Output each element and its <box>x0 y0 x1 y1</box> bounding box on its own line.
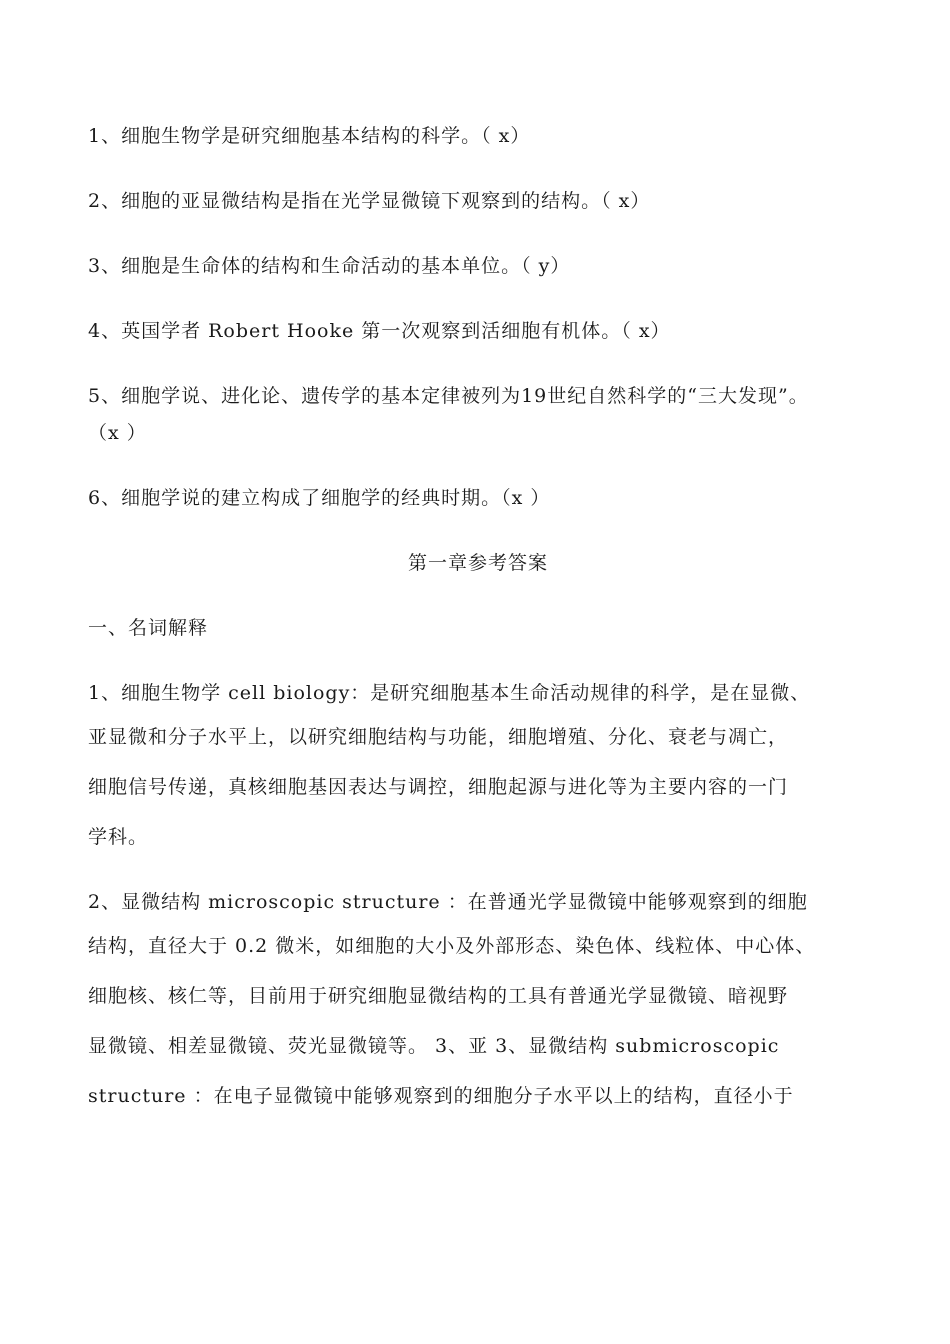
definition-microscopic-structure <box>88 884 868 1121</box>
question-1: 1、细胞生物学是研究细胞基本结构的科学。（ x） <box>88 125 531 147</box>
question-3: 3、细胞是生命体的结构和生命活动的基本单位。（ y） <box>88 255 571 277</box>
definition-line: 结构，直径大于 0.2 微米，如细胞的大小及外部形态、染色体、线粒体、中心体、 <box>88 935 816 957</box>
question-4: 4、英国学者 Robert Hooke 第一次观察到活细胞有机体。（ x） <box>88 320 671 342</box>
question-6: 6、细胞学说的建立构成了细胞学的经典时期。（x ） <box>88 487 551 509</box>
definition-cell-biology <box>88 675 868 862</box>
chapter-heading: 第一章参考答案 <box>407 552 548 574</box>
question-2: 2、细胞的亚显微结构是指在光学显微镜下观察到的结构。（ x） <box>88 190 651 212</box>
question-5: 5、细胞学说、进化论、遗传学的基本定律被列为19世纪自然科学的“三大发现”。 <box>88 385 809 407</box>
definition-line: structure ：在电子显微镜中能够观察到的细胞分子水平以上的结构，直径小于 <box>88 1085 794 1107</box>
question-5-answer: （x ） <box>88 422 147 444</box>
definition-line: 细胞核、核仁等，目前用于研究细胞显微结构的工具有普通光学显微镜、暗视野 <box>88 985 789 1007</box>
section-heading: 一、名词解释 <box>88 617 209 639</box>
definition-line: 2、显微结构 microscopic structure ：在普通光学显微镜中能够观察到的细胞 <box>88 891 808 913</box>
definition-line: 学科。 <box>88 826 149 848</box>
definition-line: 亚显微和分子水平上，以研究细胞结构与功能，细胞增殖、分化、衰老与凋亡， <box>88 726 789 748</box>
definition-line: 细胞信号传递，真核细胞基因表达与调控，细胞起源与进化等为主要内容的一门 <box>88 776 789 798</box>
definition-line: 显微镜、相差显微镜、荧光显微镜等。 3、亚 3、显微结构 submicroscopic <box>88 1035 780 1057</box>
document-page <box>88 118 868 1121</box>
definition-line: 1、细胞生物学 cell biology：是研究细胞基本生命活动规律的科学，是在显微、 <box>88 682 811 704</box>
